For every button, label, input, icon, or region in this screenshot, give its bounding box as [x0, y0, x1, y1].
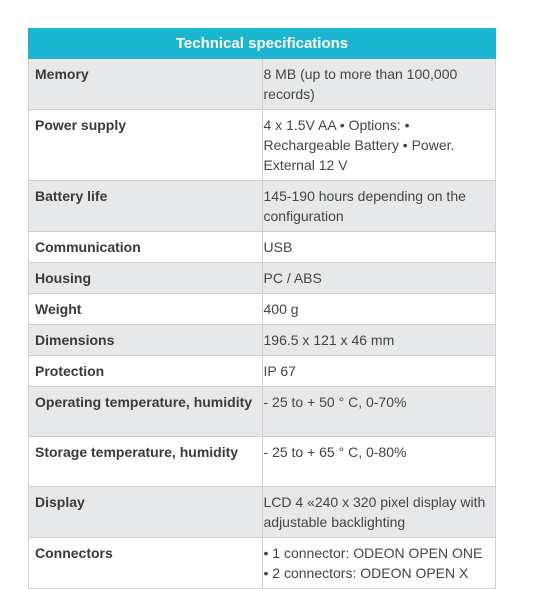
table-row: [29, 387, 496, 437]
row-label: Dimensions: [29, 325, 263, 356]
row-label: Protection: [29, 356, 263, 387]
row-label: Battery life: [29, 181, 263, 232]
row-value: 400 g: [262, 294, 496, 325]
table-row: [29, 294, 496, 325]
row-value: - 25 to + 50 ° C, 0-70%: [262, 387, 496, 437]
connector-line: • 2 connectors: ODEON OPEN X: [263, 565, 469, 581]
row-value: 145-190 hours depending on the configuration: [262, 181, 496, 232]
row-label: Operating temperature, humidity: [29, 387, 263, 437]
row-label: Connectors: [29, 538, 263, 589]
row-value: IP 67: [262, 356, 496, 387]
row-label: Housing: [29, 263, 263, 294]
row-value: [262, 538, 496, 589]
spec-table: [28, 28, 496, 589]
row-label: Memory: [29, 59, 263, 110]
table-row: [29, 232, 496, 263]
row-value: - 25 to + 65 ° C, 0-80%: [262, 437, 496, 487]
row-label: Storage temperature, humidity: [29, 437, 263, 487]
row-value: LCD 4 «240 x 320 pixel display with adjustable backlighting: [262, 487, 496, 538]
table-row: [29, 59, 496, 110]
table-row: [29, 356, 496, 387]
row-value: 8 MB (up to more than 100,000 records): [262, 59, 496, 110]
row-value: 196.5 x 121 x 46 mm: [262, 325, 496, 356]
row-label: Display: [29, 487, 263, 538]
connector-line: • 1 connector: ODEON OPEN ONE: [263, 545, 483, 561]
table-row: [29, 181, 496, 232]
table-title: Technical specifications: [29, 29, 496, 59]
row-label: Weight: [29, 294, 263, 325]
row-value: USB: [262, 232, 496, 263]
table-row: [29, 538, 496, 589]
table-row: [29, 487, 496, 538]
row-value: PC / ABS: [262, 263, 496, 294]
table-row: [29, 325, 496, 356]
table-row: [29, 263, 496, 294]
row-label: Power supply: [29, 110, 263, 181]
row-value: 4 x 1.5V AA • Options: • Rechargeable Battery • Power. External 12 V: [262, 110, 496, 181]
table-row: [29, 110, 496, 181]
row-label: Communication: [29, 232, 263, 263]
table-row: [29, 437, 496, 487]
